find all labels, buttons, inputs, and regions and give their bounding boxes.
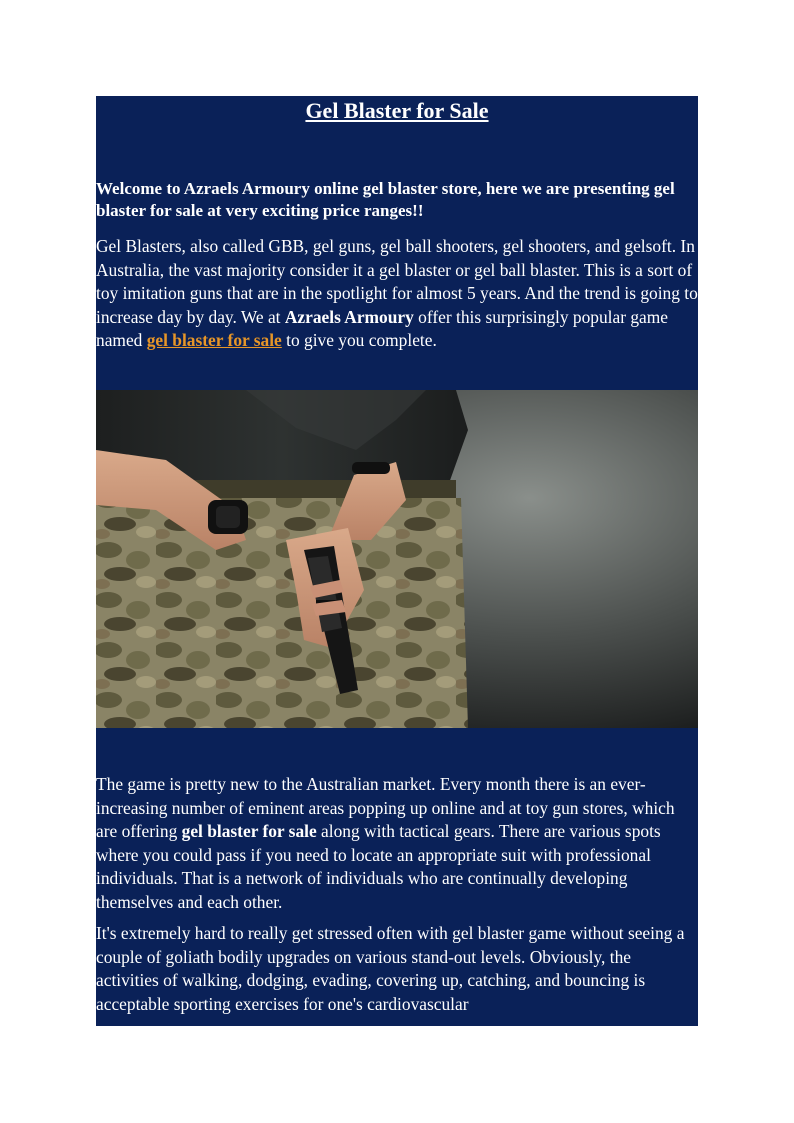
market-bold-phrase: gel blaster for sale bbox=[181, 821, 317, 841]
article-panel bbox=[96, 96, 698, 1026]
market-text-b: along with tactical gears. There are various spots where you could pass if you need to locate an appropriate suit with professional individuals. That is a network of individuals who are continually developing themselves and each other. bbox=[96, 821, 661, 912]
market-text-a: The game is pretty new to the Australian market. Every month there is an ever-increasing number of eminent areas popping up online and at toy gun stores, which are offering bbox=[96, 774, 675, 841]
intro-paragraph bbox=[96, 235, 698, 353]
lead-paragraph: Welcome to Azraels Armoury online gel blaster store, here we are presenting gel blaster for sale at very exciting price ranges!! bbox=[96, 179, 675, 220]
intro-text-a: Gel Blasters, also called GBB, gel guns, gel ball shooters, gel shooters, and gelsoft. In Australia, the vast majority consider it a gel blaster or gel ball blaster. This is a sort of toy imitation guns that are in the spotlight for almost 5 years. And the trend is going to increase day by day. We at bbox=[96, 236, 698, 327]
fitness-paragraph: It's extremely hard to really get stressed often with gel blaster game without seeing a couple of goliath bodily upgrades on various stand-out levels. Obviously, the activities of walking, dodging, evading, covering up, catching, and bouncing is acceptable sporting exercises for one's cardiovascular bbox=[96, 923, 685, 1014]
page-title: Gel Blaster for Sale bbox=[305, 98, 489, 123]
gel-blaster-link[interactable]: gel blaster for sale bbox=[146, 330, 282, 350]
market-paragraph bbox=[96, 773, 698, 914]
intro-text-b: offer this surprisingly popular game named bbox=[96, 306, 669, 350]
gel-blaster-photo bbox=[96, 390, 698, 728]
brand-name: Azraels Armoury bbox=[284, 306, 414, 327]
intro-text-c: to give you complete. bbox=[281, 330, 437, 350]
